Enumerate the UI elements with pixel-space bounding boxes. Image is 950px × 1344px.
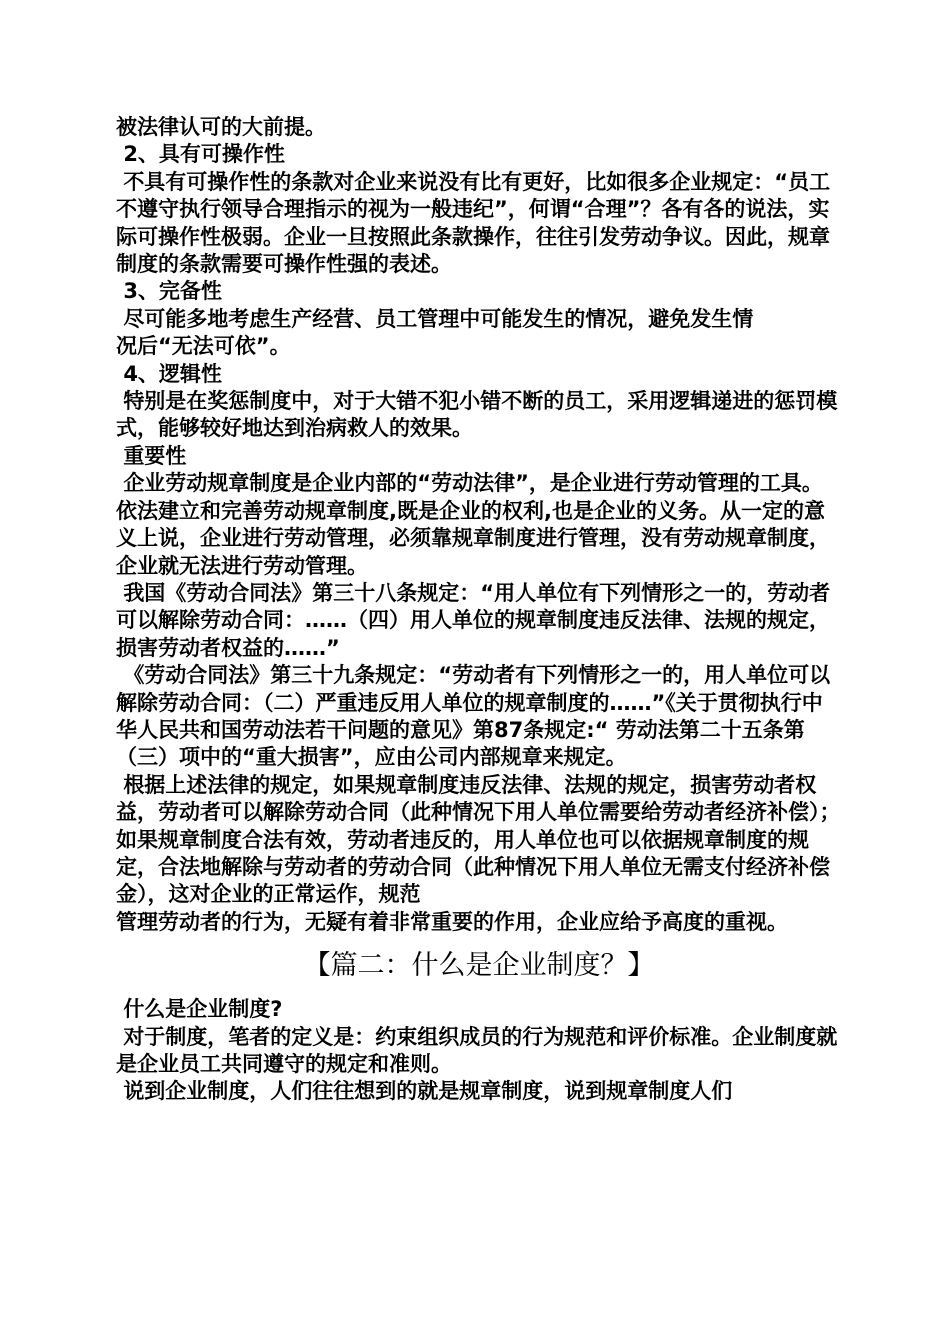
paragraph: 3、完备性 <box>116 279 222 304</box>
paragraph: 2、具有可操作性 <box>116 142 285 167</box>
paragraph: 《劳动合同法》第三十九条规定：“劳动者有下列情形之一的，用人单位可以解除劳动合同：（二）严重违反用人单位的规章制度的……”《关于贯彻执行中华人民共和国劳动法若干问题的意见》第87条规定:“ 劳动法第二十五条第（三）项中的“重大损害”，应由公司内部规章来规定。 <box>116 663 831 770</box>
paragraph: 尽可能多地考虑生产经营、员工管理中可能发生的情况，避免发生情 <box>116 306 754 331</box>
paragraph: 重要性 <box>116 443 187 468</box>
document-body <box>116 114 842 1106</box>
paragraph: 被法律认可的大前提。 <box>116 115 326 139</box>
paragraph: 我国《劳动合同法》第三十八条规定：“用人单位有下列情形之一的，劳动者可以解除劳动合同：……（四）用人单位的规章制度违反法律、法规的规定，损害劳动者权益的……” <box>116 580 831 660</box>
paragraph: 特别是在奖惩制度中，对于大错不犯小错不断的员工，采用逻辑递进的惩罚模式，能够较好地达到治病救人的效果。 <box>116 389 838 441</box>
paragraph: 不具有可操作性的条款对企业来说没有比有更好，比如很多企业规定：“员工不遵守执行领导合理指示的视为一般违纪”，何谓“合理”？各有各的说法，实际可操作性极弱。企业一旦按照此条款操作，往往引发劳动争议。因此，规章制度的条款需要可操作性强的表述。 <box>116 169 831 277</box>
paragraph: 对于制度，笔者的定义是：约束组织成员的行为规范和评价标准。企业制度就是企业员工共同遵守的规定和准则。 <box>116 1024 838 1076</box>
paragraph: 况后“无法可依”。 <box>116 334 291 359</box>
paragraph: 4、逻辑性 <box>116 361 222 386</box>
paragraph: 企业劳动规章制度是企业内部的“劳动法律”，是企业进行劳动管理的工具。依法建立和完善劳动规章制度,既是企业的权利,也是企业的义务。从一定的意义上说，企业进行劳动管理，必须靠规章制度进行管理，没有劳动规章制度，企业就无法进行劳动管理。 <box>116 471 830 578</box>
paragraph: 根据上述法律的规定，如果规章制度违反法律、法规的规定，损害劳动者权益，劳动者可以解除劳动合同（此种情况下用人单位需要给劳动者经济补偿）；如果规章制度合法有效，劳动者违反的，用人单位也可以依据规章制度的规定，合法地解除与劳动者的劳动合同（此种情况下用人单位无需支付经济补偿金），这对企业的正常运作，规范 <box>116 772 841 907</box>
paragraph: 什么是企业制度? <box>116 997 283 1022</box>
paragraph: 管理劳动者的行为，无疑有着非常重要的作用，企业应给予高度的重视。 <box>116 909 788 934</box>
paragraph: 说到企业制度，人们往往想到的就是规章制度，说到规章制度人们 <box>116 1079 733 1104</box>
section-heading: 【篇二：什么是企业制度？】 <box>303 950 655 982</box>
